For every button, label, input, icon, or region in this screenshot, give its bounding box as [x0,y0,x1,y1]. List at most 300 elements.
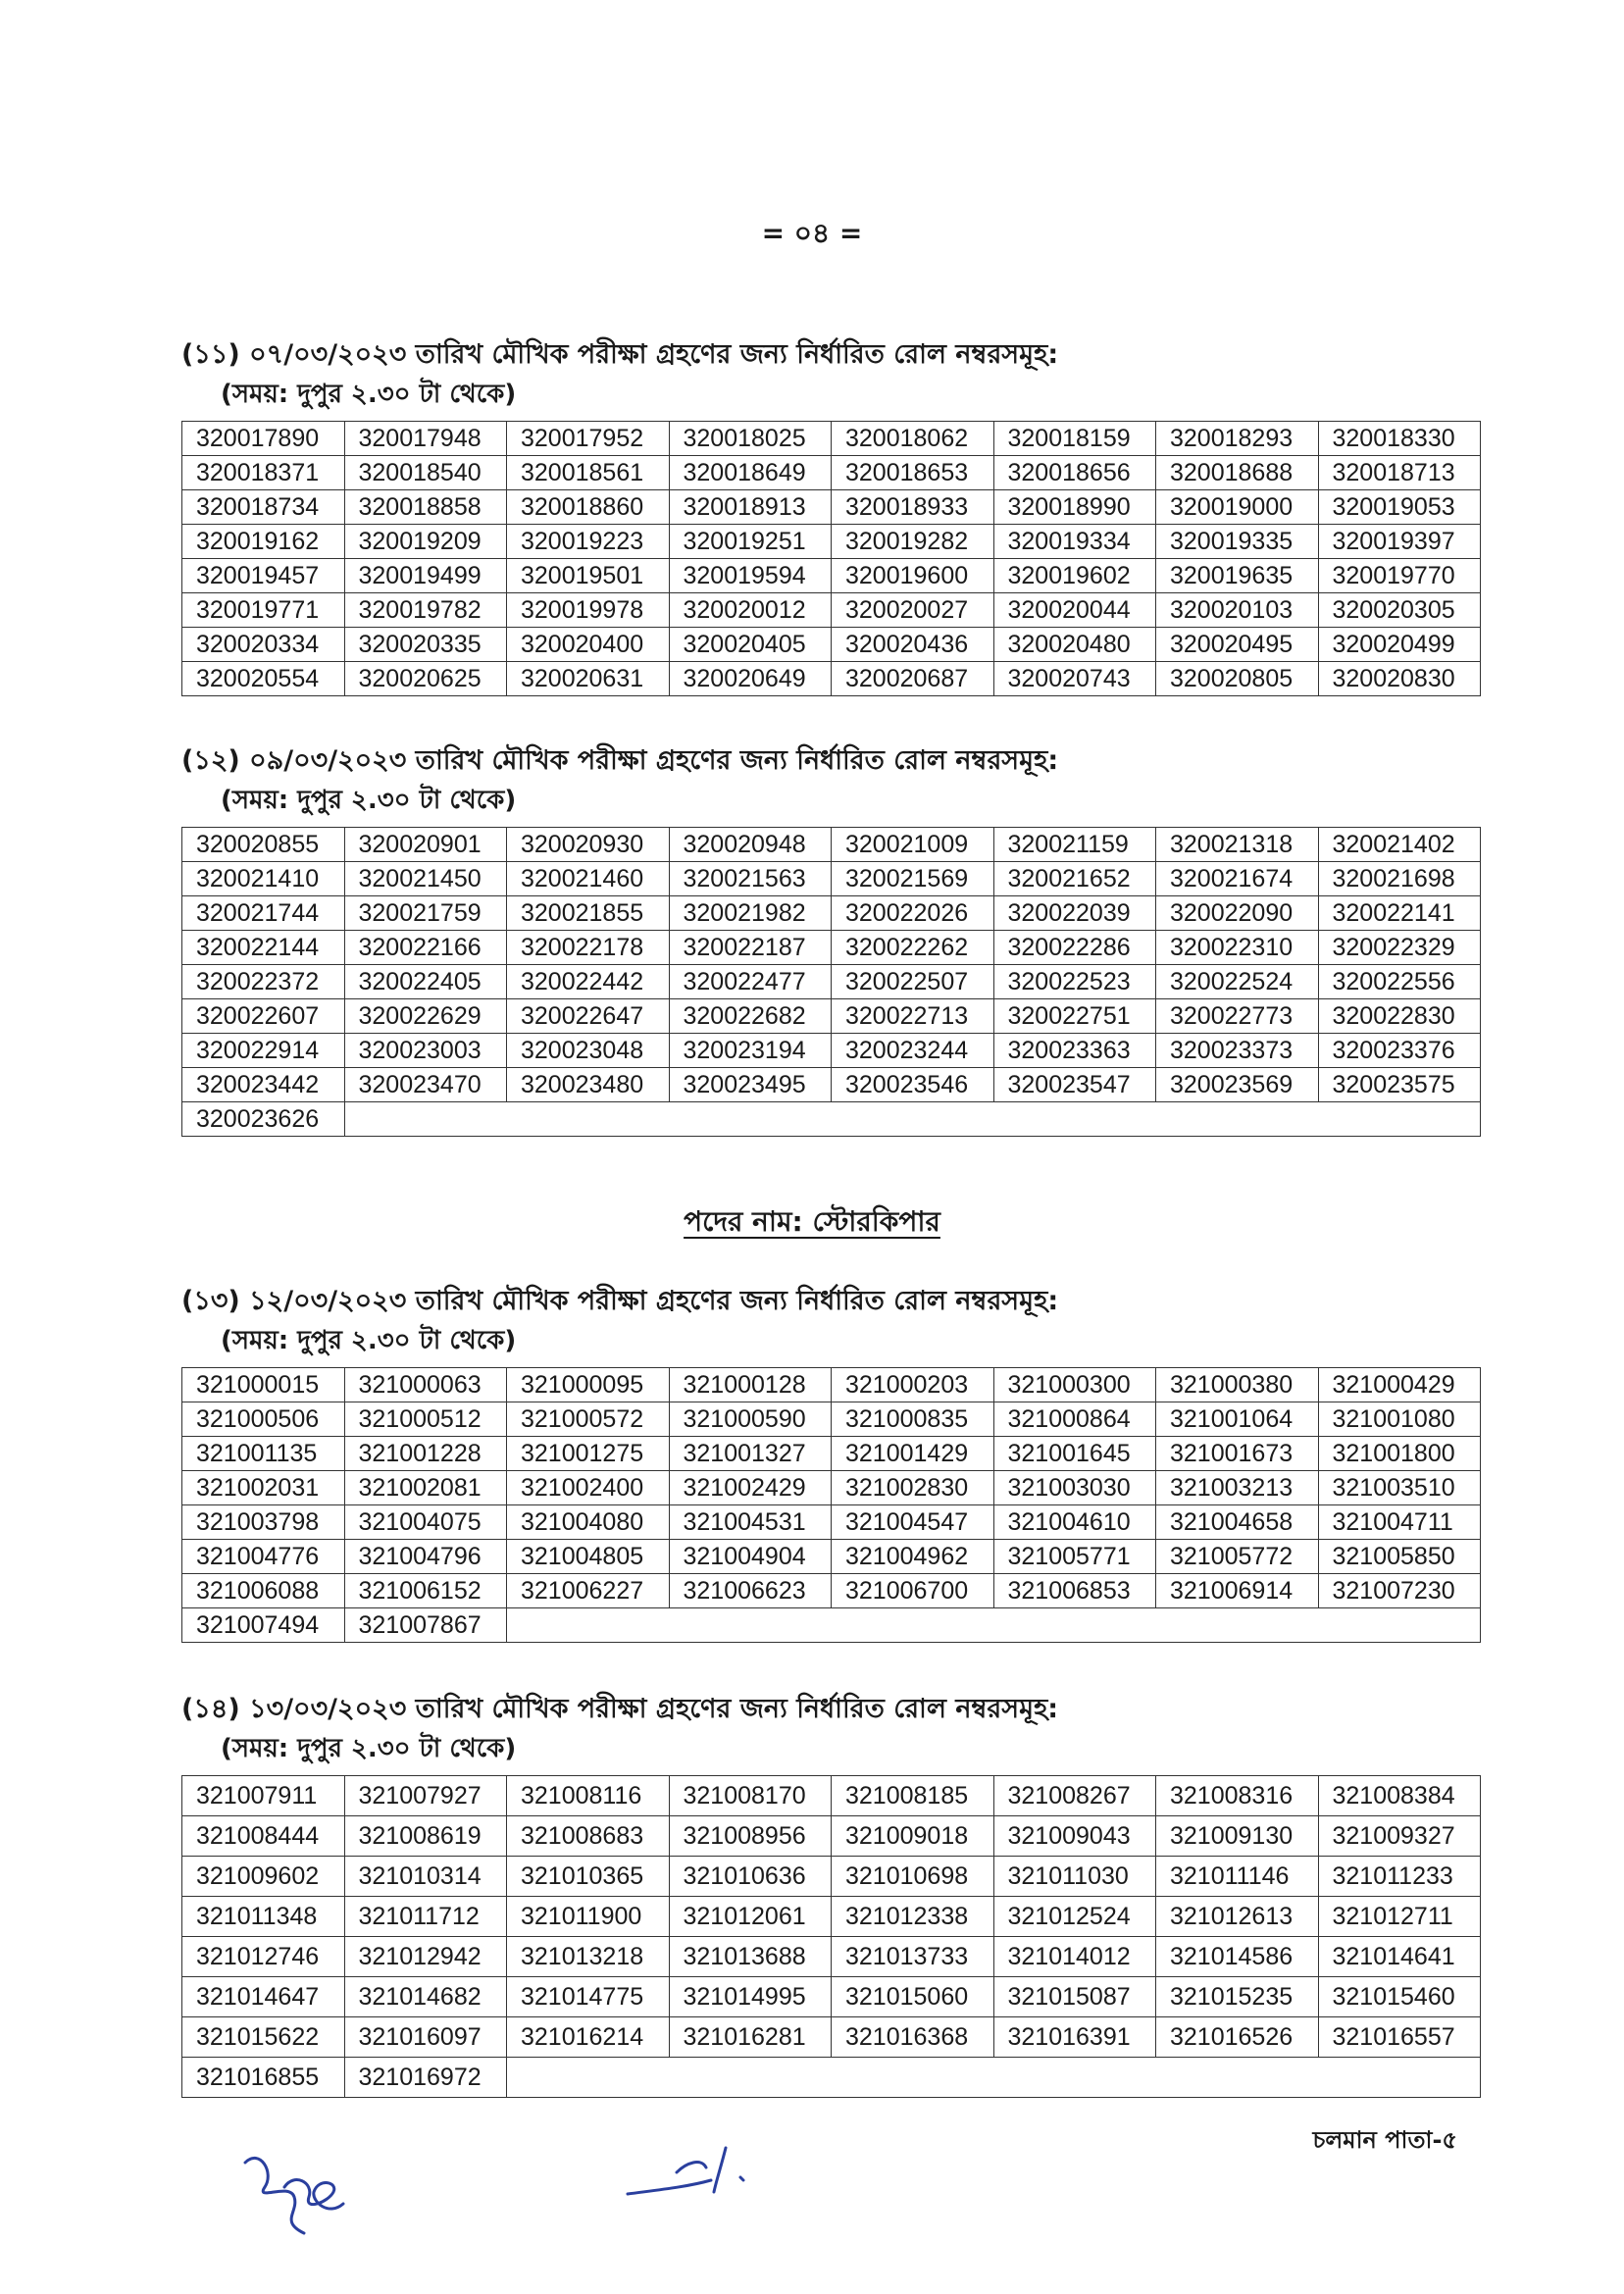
roll-number-cell: 320020400 [507,628,670,662]
roll-number-cell: 320020649 [669,662,832,696]
table-row [182,525,1481,559]
roll-number-cell: 321004805 [507,1540,670,1574]
roll-number-cell: 320022477 [669,965,832,999]
roll-number-cell: 320022026 [832,896,994,931]
roll-number-cell: 320019770 [1318,559,1481,593]
roll-number-cell: 321014586 [1156,1937,1319,1977]
roll-number-cell: 320022647 [507,999,670,1034]
roll-number-cell: 320022524 [1156,965,1319,999]
roll-number-cell: 320021652 [993,862,1156,896]
empty-cell [507,2058,1481,2098]
roll-number-cell: 320020631 [507,662,670,696]
roll-number-cell: 320018860 [507,490,670,525]
roll-number-cell: 320020930 [507,828,670,862]
roll-number-cell: 321012942 [344,1937,507,1977]
roll-number-cell: 321011712 [344,1897,507,1937]
empty-cell [507,1608,1481,1643]
roll-number-cell: 320022773 [1156,999,1319,1034]
roll-number-cell: 320019635 [1156,559,1319,593]
roll-number-cell: 321004711 [1318,1505,1481,1540]
roll-number-cell: 321001429 [832,1437,994,1471]
roll-number-cell: 320018734 [182,490,345,525]
roll-number-cell: 321014012 [993,1937,1156,1977]
roll-number-cell: 320020480 [993,628,1156,662]
roll-number-cell: 321009018 [832,1816,994,1857]
roll-number-cell: 321016368 [832,2017,994,2058]
table-row [182,999,1481,1034]
table-row [182,1540,1481,1574]
section-11 [181,338,1481,696]
roll-number-cell: 321012524 [993,1897,1156,1937]
roll-number-cell: 320019334 [993,525,1156,559]
roll-number-cell: 321006088 [182,1574,345,1608]
roll-number-cell: 321008384 [1318,1776,1481,1816]
roll-number-cell: 321009130 [1156,1816,1319,1857]
roll-number-cell: 320023373 [1156,1034,1319,1068]
roll-number-cell: 320018293 [1156,422,1319,456]
roll-number-cell: 320020554 [182,662,345,696]
table-row [182,862,1481,896]
roll-number-cell: 320020103 [1156,593,1319,628]
roll-number-cell: 321009327 [1318,1816,1481,1857]
roll-number-cell: 320021563 [669,862,832,896]
roll-number-cell: 320019499 [344,559,507,593]
roll-number-cell: 320018933 [832,490,994,525]
roll-number-cell: 321002429 [669,1471,832,1505]
section-title: (১২) ০৯/০৩/২০২৩ তারিখ মৌখিক পরীক্ষা গ্রহণের জন্য নির্ধারিত রোল নম্বরসমূহ: [181,745,1059,776]
roll-number-cell: 321016281 [669,2017,832,2058]
table-row [182,1937,1481,1977]
roll-number-cell: 320018330 [1318,422,1481,456]
roll-number-cell: 321006623 [669,1574,832,1608]
roll-number-cell: 320018858 [344,490,507,525]
roll-number-cell: 321002081 [344,1471,507,1505]
roll-number-cell: 321000429 [1318,1368,1481,1402]
roll-number-cell: 321001645 [993,1437,1156,1471]
roll-number-cell: 320023194 [669,1034,832,1068]
roll-number-cell: 321002830 [832,1471,994,1505]
roll-number-cell: 321000380 [1156,1368,1319,1402]
section-title: (১৩) ১২/০৩/২০২৩ তারিখ মৌখিক পরীক্ষা গ্রহণের জন্য নির্ধারিত রোল নম্বরসমূহ: [181,1286,1059,1316]
roll-number-cell: 320022144 [182,931,345,965]
roll-number-cell: 320023547 [993,1068,1156,1102]
roll-number-cell: 321001327 [669,1437,832,1471]
roll-number-cell: 320023575 [1318,1068,1481,1102]
roll-number-cell: 320019978 [507,593,670,628]
roll-number-cell: 321015060 [832,1977,994,2017]
roll-number-cell: 320020334 [182,628,345,662]
roll-number-cell: 321007230 [1318,1574,1481,1608]
roll-number-cell: 320019000 [1156,490,1319,525]
section-title: (১৪) ১৩/০৩/২০২৩ তারিখ মৌখিক পরীক্ষা গ্রহণের জন্য নির্ধারিত রোল নম্বরসমূহ: [181,1694,1059,1724]
table-row [182,1437,1481,1471]
roll-number-cell: 320018159 [993,422,1156,456]
roll-number-cell: 321005850 [1318,1540,1481,1574]
roll-number-cell: 320021318 [1156,828,1319,862]
roll-number-cell: 320021460 [507,862,670,896]
roll-number-cell: 320022751 [993,999,1156,1034]
roll-number-cell: 320020027 [832,593,994,628]
roll-number-cell: 321014995 [669,1977,832,2017]
roll-number-cell: 320023546 [832,1068,994,1102]
roll-number-cell: 320021982 [669,896,832,931]
roll-number-cell: 320018713 [1318,456,1481,490]
roll-number-cell: 321003213 [1156,1471,1319,1505]
roll-number-cell: 320019397 [1318,525,1481,559]
roll-number-cell: 321006853 [993,1574,1156,1608]
roll-number-cell: 320022372 [182,965,345,999]
roll-number-cell: 320023048 [507,1034,670,1068]
table-row [182,931,1481,965]
roll-number-cell: 321004547 [832,1505,994,1540]
roll-number-cell: 320020305 [1318,593,1481,628]
roll-number-cell: 321009043 [993,1816,1156,1857]
roll-table [181,1367,1481,1643]
roll-number-cell: 321000506 [182,1402,345,1437]
roll-number-cell: 321001080 [1318,1402,1481,1437]
roll-number-cell: 321001228 [344,1437,507,1471]
roll-number-cell: 320022310 [1156,931,1319,965]
roll-number-cell: 321013218 [507,1937,670,1977]
roll-number-cell: 320019223 [507,525,670,559]
roll-number-cell: 320022682 [669,999,832,1034]
table-row [182,2017,1481,2058]
roll-number-cell: 320020830 [1318,662,1481,696]
roll-number-cell: 321008316 [1156,1776,1319,1816]
roll-number-cell: 320020012 [669,593,832,628]
roll-number-cell: 320021569 [832,862,994,896]
roll-number-cell: 320020855 [182,828,345,862]
roll-number-cell: 320020335 [344,628,507,662]
roll-number-cell: 320018656 [993,456,1156,490]
roll-number-cell: 321016214 [507,2017,670,2058]
roll-number-cell: 320018540 [344,456,507,490]
roll-number-cell: 320023626 [182,1102,345,1137]
roll-number-cell: 321007927 [344,1776,507,1816]
roll-number-cell: 321008170 [669,1776,832,1816]
roll-number-cell: 321003510 [1318,1471,1481,1505]
roll-number-cell: 321002400 [507,1471,670,1505]
roll-number-cell: 321007911 [182,1776,345,1816]
roll-number-cell: 320021009 [832,828,994,862]
roll-number-cell: 320021674 [1156,862,1319,896]
roll-number-cell: 320022607 [182,999,345,1034]
roll-number-cell: 321004075 [344,1505,507,1540]
roll-number-cell: 320022329 [1318,931,1481,965]
roll-number-cell: 320023569 [1156,1068,1319,1102]
table-row [182,828,1481,862]
table-row [182,1402,1481,1437]
roll-number-cell: 321011030 [993,1857,1156,1897]
table-row [182,422,1481,456]
roll-number-cell: 320018990 [993,490,1156,525]
roll-number-cell: 321004610 [993,1505,1156,1540]
roll-number-cell: 320019501 [507,559,670,593]
roll-number-cell: 321012746 [182,1937,345,1977]
table-row [182,559,1481,593]
roll-number-cell: 320023363 [993,1034,1156,1068]
roll-number-cell: 321010314 [344,1857,507,1897]
section-time: (সময়: দুপুর ২.৩০ টা থেকে) [221,1326,517,1355]
roll-number-cell: 320017952 [507,422,670,456]
roll-number-cell: 320020687 [832,662,994,696]
roll-number-cell: 320022262 [832,931,994,965]
table-row [182,1897,1481,1937]
roll-number-cell: 321007494 [182,1608,345,1643]
roll-number-cell: 320021698 [1318,862,1481,896]
roll-number-cell: 320023376 [1318,1034,1481,1068]
roll-number-cell: 320023003 [344,1034,507,1068]
table-row [182,1857,1481,1897]
roll-number-cell: 320020495 [1156,628,1319,662]
table-row [182,1608,1481,1643]
roll-number-cell: 321000864 [993,1402,1156,1437]
table-row [182,896,1481,931]
table-row [182,1977,1481,2017]
roll-number-cell: 320022286 [993,931,1156,965]
table-row [182,1505,1481,1540]
roll-number-cell: 321012711 [1318,1897,1481,1937]
roll-number-cell: 320022523 [993,965,1156,999]
roll-number-cell: 320022914 [182,1034,345,1068]
roll-number-cell: 320022405 [344,965,507,999]
roll-number-cell: 320018913 [669,490,832,525]
roll-number-cell: 320023495 [669,1068,832,1102]
roll-number-cell: 320019251 [669,525,832,559]
roll-number-cell: 320020044 [993,593,1156,628]
roll-number-cell: 321012613 [1156,1897,1319,1937]
roll-number-cell: 320018688 [1156,456,1319,490]
roll-number-cell: 320019457 [182,559,345,593]
roll-number-cell: 320018062 [832,422,994,456]
roll-number-cell: 320023244 [832,1034,994,1068]
table-row [182,965,1481,999]
roll-number-cell: 321000835 [832,1402,994,1437]
roll-number-cell: 320022830 [1318,999,1481,1034]
roll-number-cell: 321010636 [669,1857,832,1897]
roll-number-cell: 321000512 [344,1402,507,1437]
roll-number-cell: 321004531 [669,1505,832,1540]
roll-number-cell: 321016526 [1156,2017,1319,2058]
table-row [182,1368,1481,1402]
roll-number-cell: 321005772 [1156,1540,1319,1574]
roll-number-cell: 321010698 [832,1857,994,1897]
roll-number-cell: 321000015 [182,1368,345,1402]
roll-number-cell: 320019602 [993,559,1156,593]
table-row [182,593,1481,628]
roll-number-cell: 321013733 [832,1937,994,1977]
section-time: (সময়: দুপুর ২.৩০ টা থেকে) [221,380,517,409]
roll-number-cell: 321016557 [1318,2017,1481,2058]
roll-number-cell: 321006152 [344,1574,507,1608]
roll-number-cell: 320018561 [507,456,670,490]
roll-number-cell: 321000063 [344,1368,507,1402]
table-row [182,628,1481,662]
roll-number-cell: 321003798 [182,1505,345,1540]
roll-table [181,421,1481,696]
roll-number-cell: 321015235 [1156,1977,1319,2017]
section-13 [181,1285,1481,1643]
roll-number-cell: 321008116 [507,1776,670,1816]
roll-number-cell: 321015087 [993,1977,1156,2017]
roll-number-cell: 320018653 [832,456,994,490]
roll-number-cell: 321000572 [507,1402,670,1437]
roll-number-cell: 320023470 [344,1068,507,1102]
roll-number-cell: 321014682 [344,1977,507,2017]
roll-number-cell: 320020948 [669,828,832,862]
roll-table [181,827,1481,1137]
table-row [182,456,1481,490]
roll-number-cell: 321016097 [344,2017,507,2058]
roll-number-cell: 321000203 [832,1368,994,1402]
roll-number-cell: 321000095 [507,1368,670,1402]
roll-number-cell: 321000300 [993,1368,1156,1402]
table-row [182,490,1481,525]
roll-number-cell: 320019782 [344,593,507,628]
roll-number-cell: 320021159 [993,828,1156,862]
roll-number-cell: 321001064 [1156,1402,1319,1437]
roll-number-cell: 321011146 [1156,1857,1319,1897]
roll-number-cell: 321011900 [507,1897,670,1937]
roll-number-cell: 321012338 [832,1897,994,1937]
roll-number-cell: 320018371 [182,456,345,490]
roll-number-cell: 321016855 [182,2058,345,2098]
roll-number-cell: 321016972 [344,2058,507,2098]
roll-number-cell: 321001135 [182,1437,345,1471]
roll-number-cell: 321009602 [182,1857,345,1897]
roll-number-cell: 320021402 [1318,828,1481,862]
roll-number-cell: 320020901 [344,828,507,862]
roll-number-cell: 320022166 [344,931,507,965]
roll-number-cell: 321004658 [1156,1505,1319,1540]
table-row [182,662,1481,696]
section-time: (সময়: দুপুর ২.৩০ টা থেকে) [221,1734,517,1763]
roll-number-cell: 321004796 [344,1540,507,1574]
roll-number-cell: 320022556 [1318,965,1481,999]
roll-number-cell: 321007867 [344,1608,507,1643]
roll-number-cell: 321015460 [1318,1977,1481,2017]
section-time: (সময়: দুপুর ২.৩০ টা থেকে) [221,786,517,815]
roll-number-cell: 320020405 [669,628,832,662]
roll-number-cell: 320022178 [507,931,670,965]
roll-number-cell: 320019282 [832,525,994,559]
roll-number-cell: 320019209 [344,525,507,559]
roll-number-cell: 320023480 [507,1068,670,1102]
roll-number-cell: 320019594 [669,559,832,593]
post-title-text: পদের নাম: স্টোরকিপার [684,1205,940,1238]
roll-number-cell: 321008185 [832,1776,994,1816]
roll-number-cell: 321001275 [507,1437,670,1471]
roll-number-cell: 321001673 [1156,1437,1319,1471]
roll-number-cell: 320021744 [182,896,345,931]
roll-number-cell: 320022039 [993,896,1156,931]
empty-cell [344,1102,1481,1137]
roll-number-cell: 320018025 [669,422,832,456]
roll-number-cell: 320019771 [182,593,345,628]
roll-number-cell: 320022713 [832,999,994,1034]
table-row [182,1102,1481,1137]
section-14 [181,1693,1481,2098]
signature-left [235,2143,363,2241]
table-row [182,1816,1481,1857]
roll-number-cell: 321013688 [669,1937,832,1977]
roll-number-cell: 321003030 [993,1471,1156,1505]
roll-number-cell: 320019335 [1156,525,1319,559]
section-title: (১১) ০৭/০৩/২০২৩ তারিখ মৌখিক পরীক্ষা গ্রহণের জন্য নির্ধারিত রোল নম্বরসমূহ: [181,339,1059,370]
roll-number-cell: 321004962 [832,1540,994,1574]
roll-number-cell: 321008683 [507,1816,670,1857]
roll-number-cell: 320020743 [993,662,1156,696]
roll-number-cell: 321004776 [182,1540,345,1574]
roll-number-cell: 320017948 [344,422,507,456]
roll-number-cell: 321005771 [993,1540,1156,1574]
roll-number-cell: 320021450 [344,862,507,896]
roll-number-cell: 320021855 [507,896,670,931]
roll-number-cell: 321006227 [507,1574,670,1608]
roll-number-cell: 320020805 [1156,662,1319,696]
roll-number-cell: 321001800 [1318,1437,1481,1471]
roll-number-cell: 320023442 [182,1068,345,1102]
roll-table [181,1775,1481,2098]
roll-number-cell: 320022141 [1318,896,1481,931]
roll-number-cell: 320018649 [669,456,832,490]
roll-number-cell: 320020436 [832,628,994,662]
roll-number-cell: 321002031 [182,1471,345,1505]
roll-number-cell: 320021410 [182,862,345,896]
section-12 [181,744,1481,1137]
table-row [182,2058,1481,2098]
roll-number-cell: 320022629 [344,999,507,1034]
roll-number-cell: 321004080 [507,1505,670,1540]
signature-center [618,2133,794,2212]
table-row [182,1776,1481,1816]
roll-number-cell: 320021759 [344,896,507,931]
page-number: = ০৪ = [761,217,863,249]
roll-number-cell: 321000128 [669,1368,832,1402]
roll-number-cell: 321006700 [832,1574,994,1608]
roll-number-cell: 321010365 [507,1857,670,1897]
roll-number-cell: 321008444 [182,1816,345,1857]
roll-number-cell: 320019162 [182,525,345,559]
roll-number-cell: 320019600 [832,559,994,593]
roll-number-cell: 321011348 [182,1897,345,1937]
roll-number-cell: 321012061 [669,1897,832,1937]
roll-number-cell: 321014775 [507,1977,670,2017]
roll-number-cell: 320022442 [507,965,670,999]
continued-page-label: চলমান পাতা-৫ [1312,2126,1457,2154]
roll-number-cell: 321008956 [669,1816,832,1857]
roll-number-cell: 321014647 [182,1977,345,2017]
roll-number-cell: 321016391 [993,2017,1156,2058]
post-title [0,1200,1624,1247]
roll-number-cell: 321015622 [182,2017,345,2058]
roll-number-cell: 321008267 [993,1776,1156,1816]
roll-number-cell: 321011233 [1318,1857,1481,1897]
table-row [182,1068,1481,1102]
roll-number-cell: 320019053 [1318,490,1481,525]
table-row [182,1471,1481,1505]
roll-number-cell: 320022187 [669,931,832,965]
roll-number-cell: 321004904 [669,1540,832,1574]
roll-number-cell: 320022507 [832,965,994,999]
table-row [182,1034,1481,1068]
roll-number-cell: 320017890 [182,422,345,456]
roll-number-cell: 321014641 [1318,1937,1481,1977]
table-row [182,1574,1481,1608]
roll-number-cell: 321008619 [344,1816,507,1857]
roll-number-cell: 321000590 [669,1402,832,1437]
roll-number-cell: 321006914 [1156,1574,1319,1608]
